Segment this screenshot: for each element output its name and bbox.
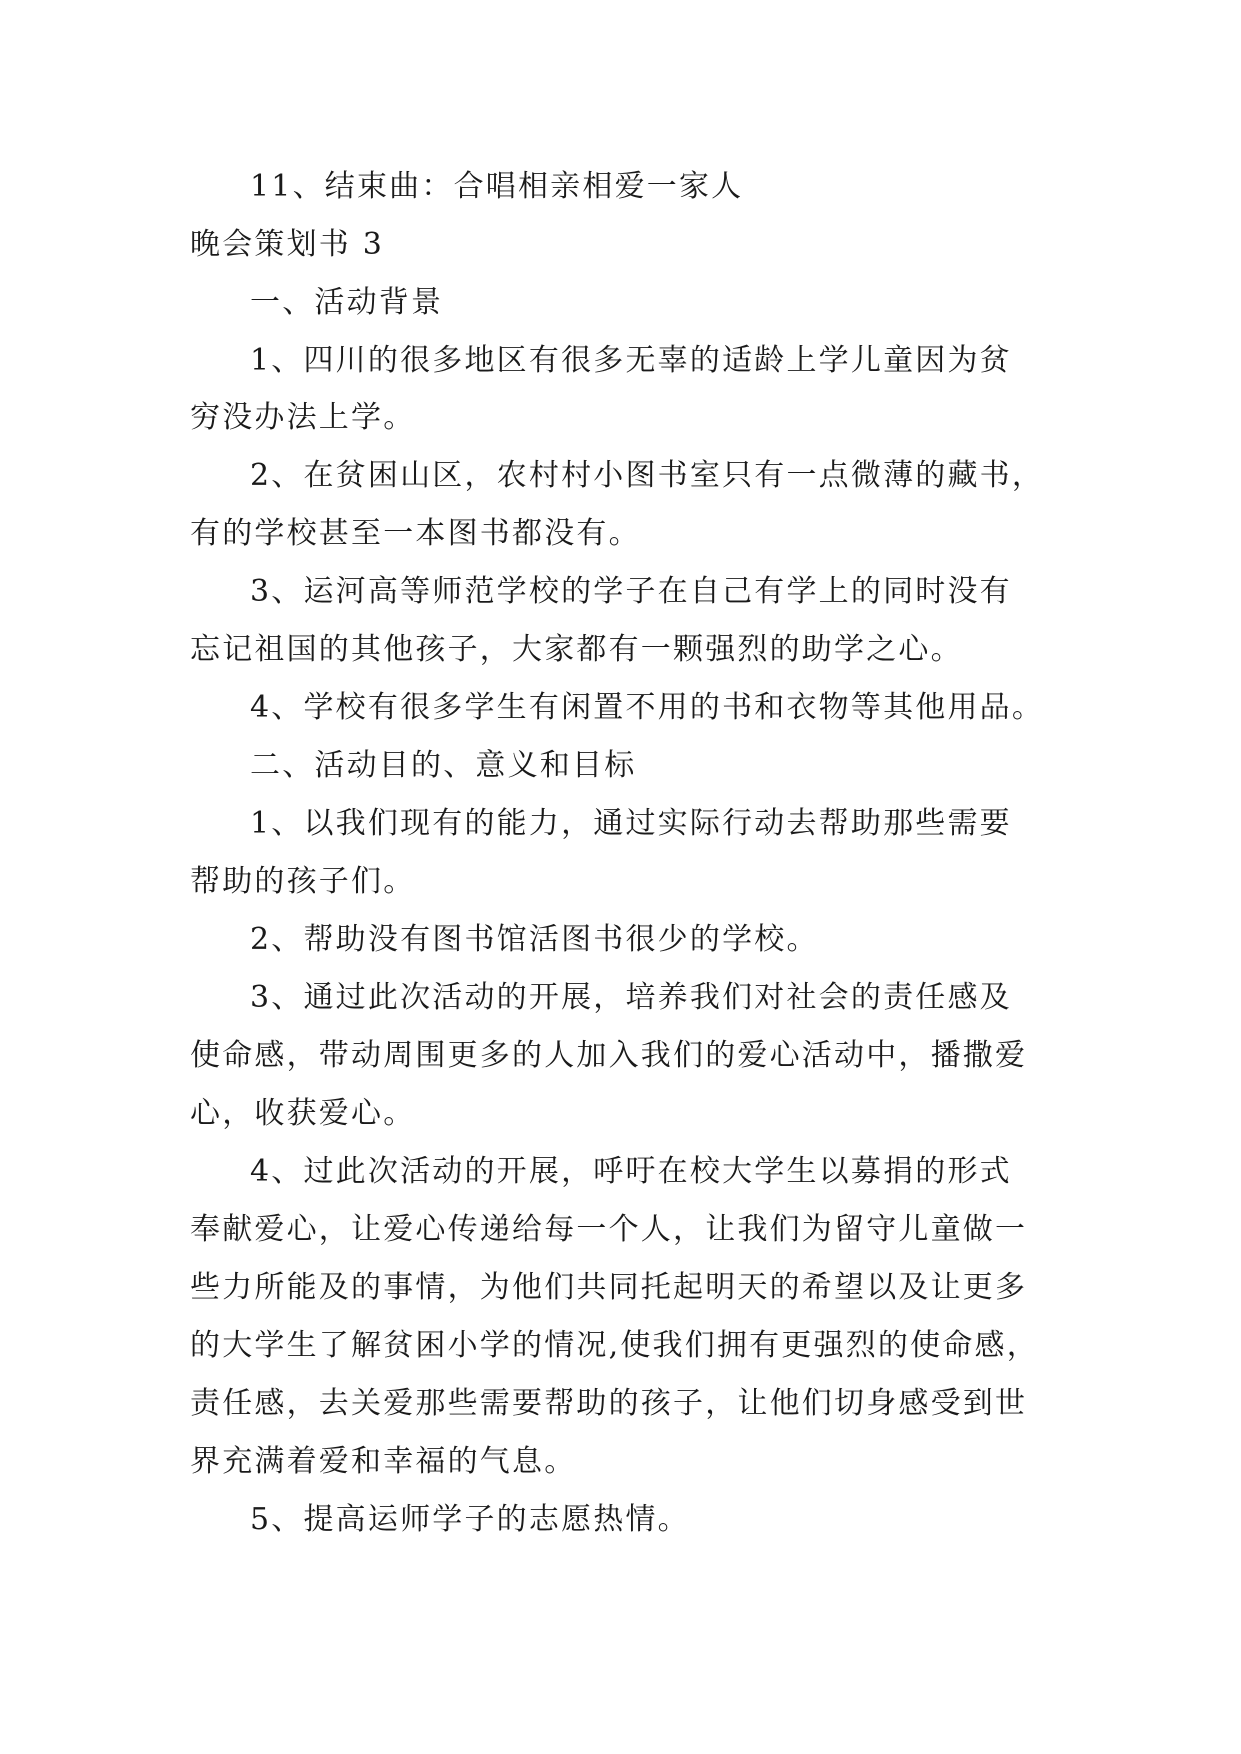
paragraph-line: 4、过此次活动的开展，呼吁在校大学生以募捐的形式	[250, 1154, 1012, 1189]
paragraph-line: 帮助的孩子们。	[190, 864, 416, 899]
section-title: 晚会策划书 3	[190, 227, 385, 262]
paragraph-line: 1、以我们现有的能力，通过实际行动去帮助那些需要	[250, 806, 1012, 841]
paragraph-line: 奉献爱心，让爱心传递给每一个人，让我们为留守儿童做一	[190, 1212, 1028, 1247]
paragraph-line: 使命感，带动周围更多的人加入我们的爱心活动中，播撒爱	[190, 1038, 1028, 1073]
paragraph-line: 心，收获爱心。	[190, 1096, 416, 1131]
paragraph-line: 责任感，去关爱那些需要帮助的孩子，让他们切身感受到世	[190, 1386, 1028, 1421]
paragraph-line: 4、学校有很多学生有闲置不用的书和衣物等其他用品。	[250, 690, 1045, 725]
paragraph-line: 1、四川的很多地区有很多无辜的适龄上学儿童因为贫	[250, 343, 1012, 378]
heading-background: 一、活动背景	[250, 285, 444, 320]
paragraph-line: 2、帮助没有图书馆活图书很少的学校。	[250, 922, 819, 957]
paragraph-line: 的大学生了解贫困小学的情况,使我们拥有更强烈的使命感，	[190, 1328, 1039, 1363]
paragraph-line: 有的学校甚至一本图书都没有。	[190, 516, 641, 551]
paragraph-line: 些力所能及的事情，为他们共同托起明天的希望以及让更多	[190, 1270, 1028, 1305]
heading-purpose: 二、活动目的、意义和目标	[250, 748, 637, 783]
paragraph-line: 界充满着爱和幸福的气息。	[190, 1444, 577, 1479]
paragraph-line: 3、运河高等师范学校的学子在自己有学上的同时没有	[250, 574, 1012, 609]
paragraph-line: 忘记祖国的其他孩子，大家都有一颗强烈的助学之心。	[190, 632, 963, 667]
paragraph-line: 11、结束曲：合唱相亲相爱一家人	[250, 169, 744, 204]
paragraph-line: 5、提高运师学子的志愿热情。	[250, 1502, 690, 1537]
paragraph-line: 3、通过此次活动的开展，培养我们对社会的责任感及	[250, 980, 1012, 1015]
paragraph-line: 穷没办法上学。	[190, 400, 416, 435]
paragraph-line: 2、在贫困山区，农村村小图书室只有一点微薄的藏书，	[250, 458, 1045, 493]
